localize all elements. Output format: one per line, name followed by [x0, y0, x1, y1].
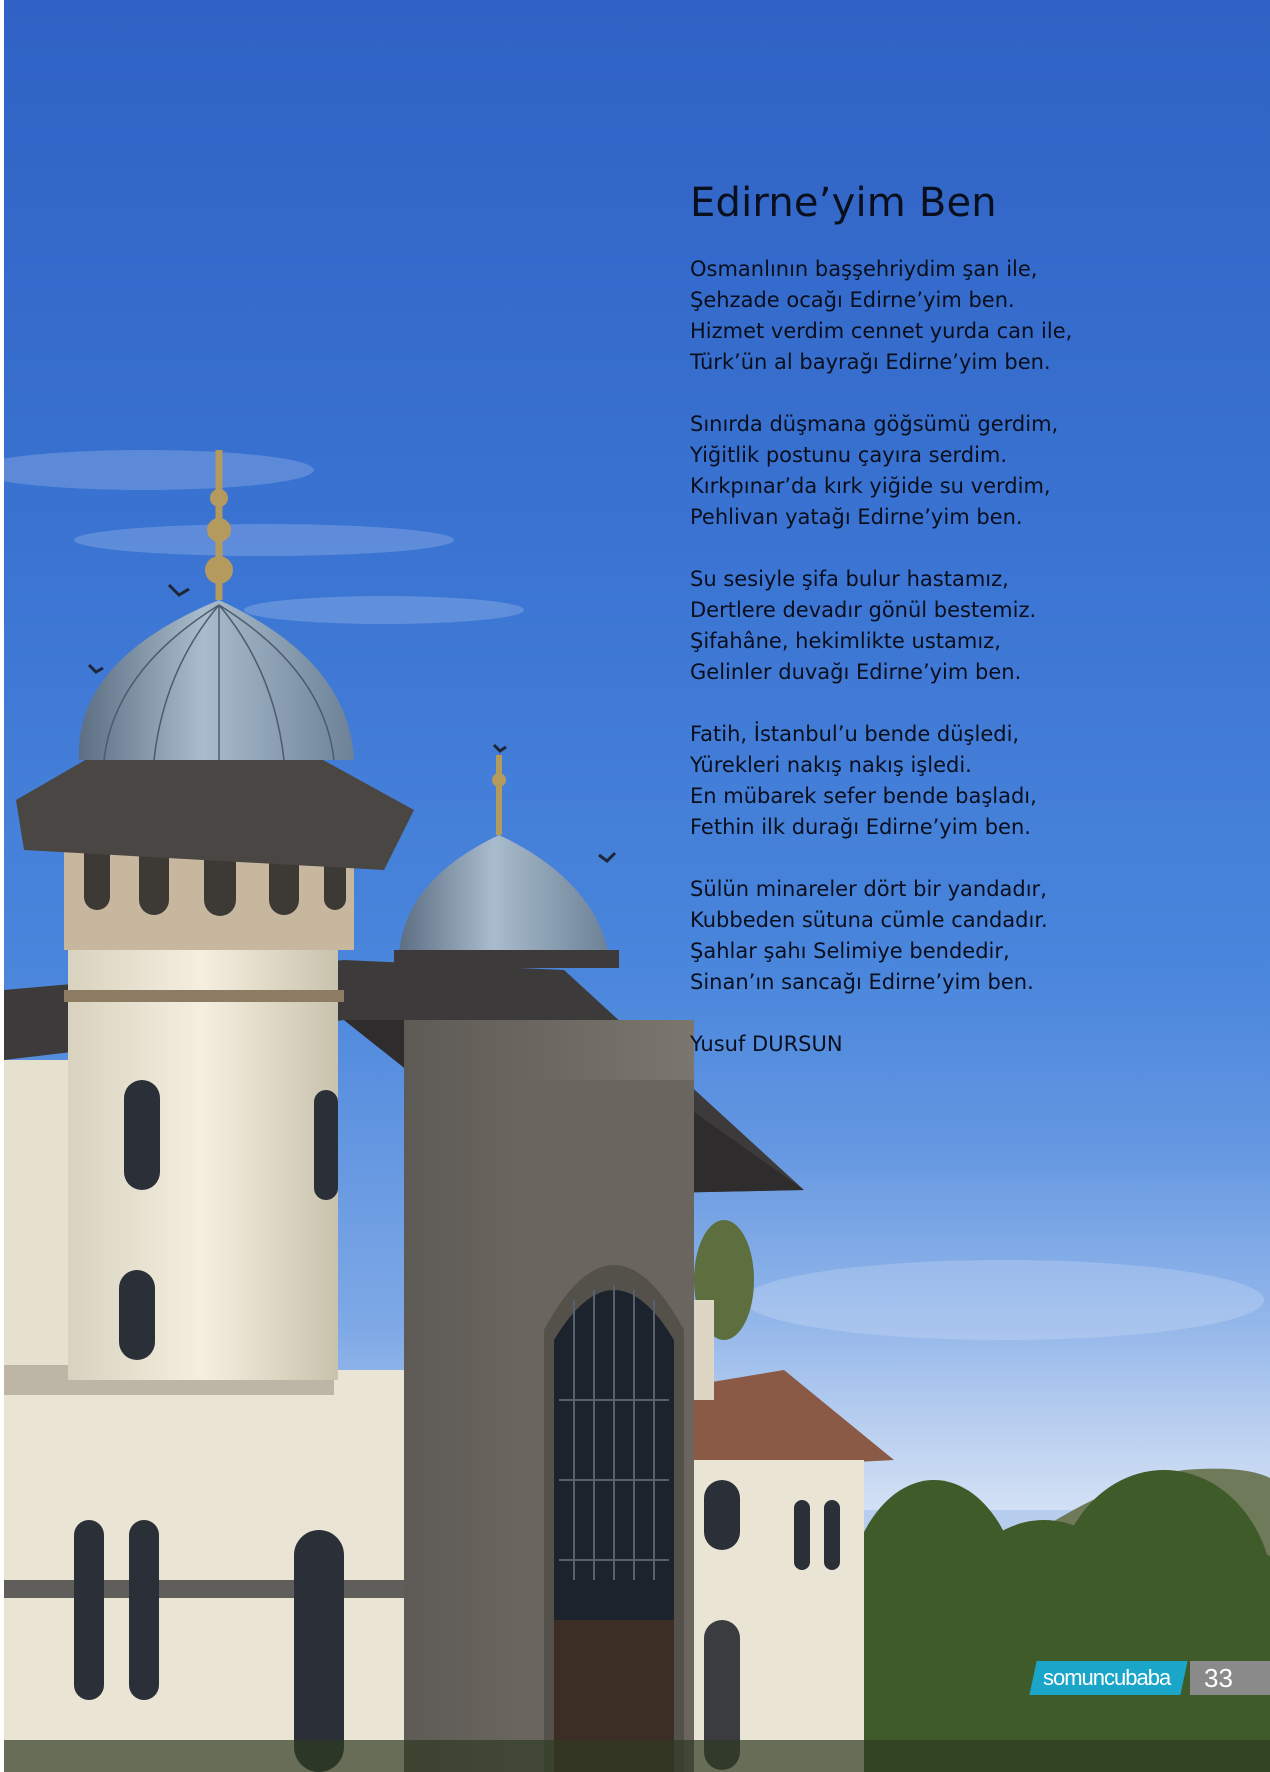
- stanza-5: [690, 874, 1170, 998]
- poem-author: Yusuf DURSUN: [690, 1032, 843, 1056]
- poem-line: Kubbeden sütuna cümle candadır.: [690, 908, 1048, 932]
- poem-line: Şahlar şahı Selimiye bendedir,: [690, 939, 1010, 963]
- poem-line: En mübarek sefer bende başladı,: [690, 784, 1037, 808]
- tower: [16, 450, 414, 1380]
- poem-line: Şehzade ocağı Edirne’yim ben.: [690, 288, 1015, 312]
- magazine-brand: [1029, 1661, 1187, 1695]
- poem-line: Sinan’ın sancağı Edirne’yim ben.: [690, 970, 1034, 994]
- poem-line: Yürekleri nakış nakış işledi.: [690, 753, 972, 777]
- stanza-3: [690, 564, 1170, 688]
- poem: [690, 178, 1170, 1060]
- poem-line: Osmanlının başşehriydim şan ile,: [690, 257, 1038, 281]
- gate-block: [404, 1020, 694, 1772]
- page-footer: [1033, 1661, 1270, 1695]
- poem-line: Hizmet verdim cennet yurda can ile,: [690, 319, 1073, 343]
- poem-line: Yiğitlik postunu çayıra serdim.: [690, 443, 1008, 467]
- foreground-shadow: [4, 1740, 1270, 1772]
- small-dome: [394, 755, 619, 968]
- poem-line: Fatih, İstanbul’u bende düşledi,: [690, 722, 1020, 746]
- poem-line: Kırkpınar’da kırk yiğide su verdim,: [690, 474, 1051, 498]
- poem-line: Türk’ün al bayrağı Edirne’yim ben.: [690, 350, 1051, 374]
- poem-line: Gelinler duvağı Edirne’yim ben.: [690, 660, 1022, 684]
- page-number: 33: [1190, 1661, 1270, 1695]
- poem-title: Edirne’yim Ben: [690, 180, 997, 226]
- trees: [844, 1470, 1270, 1772]
- poem-line: Pehlivan yatağı Edirne’yim ben.: [690, 505, 1023, 529]
- poem-line: Sülün minareler dört bir yandadır,: [690, 877, 1047, 901]
- poem-line: Fethin ilk durağı Edirne’yim ben.: [690, 815, 1031, 839]
- poem-line: Sınırda düşmana göğsümü gerdim,: [690, 412, 1059, 436]
- brand-label: somuncubaba: [1042, 1665, 1170, 1690]
- poem-line: Şifahâne, hekimlikte ustamız,: [690, 629, 1001, 653]
- stanza-4: [690, 719, 1170, 843]
- poem-line: Dertlere devadır gönül bestemiz.: [690, 598, 1037, 622]
- stanza-1: [690, 254, 1170, 378]
- stanza-2: [690, 409, 1170, 533]
- magazine-page: [4, 0, 1270, 1772]
- poem-line: Su sesiyle şifa bulur hastamız,: [690, 567, 1009, 591]
